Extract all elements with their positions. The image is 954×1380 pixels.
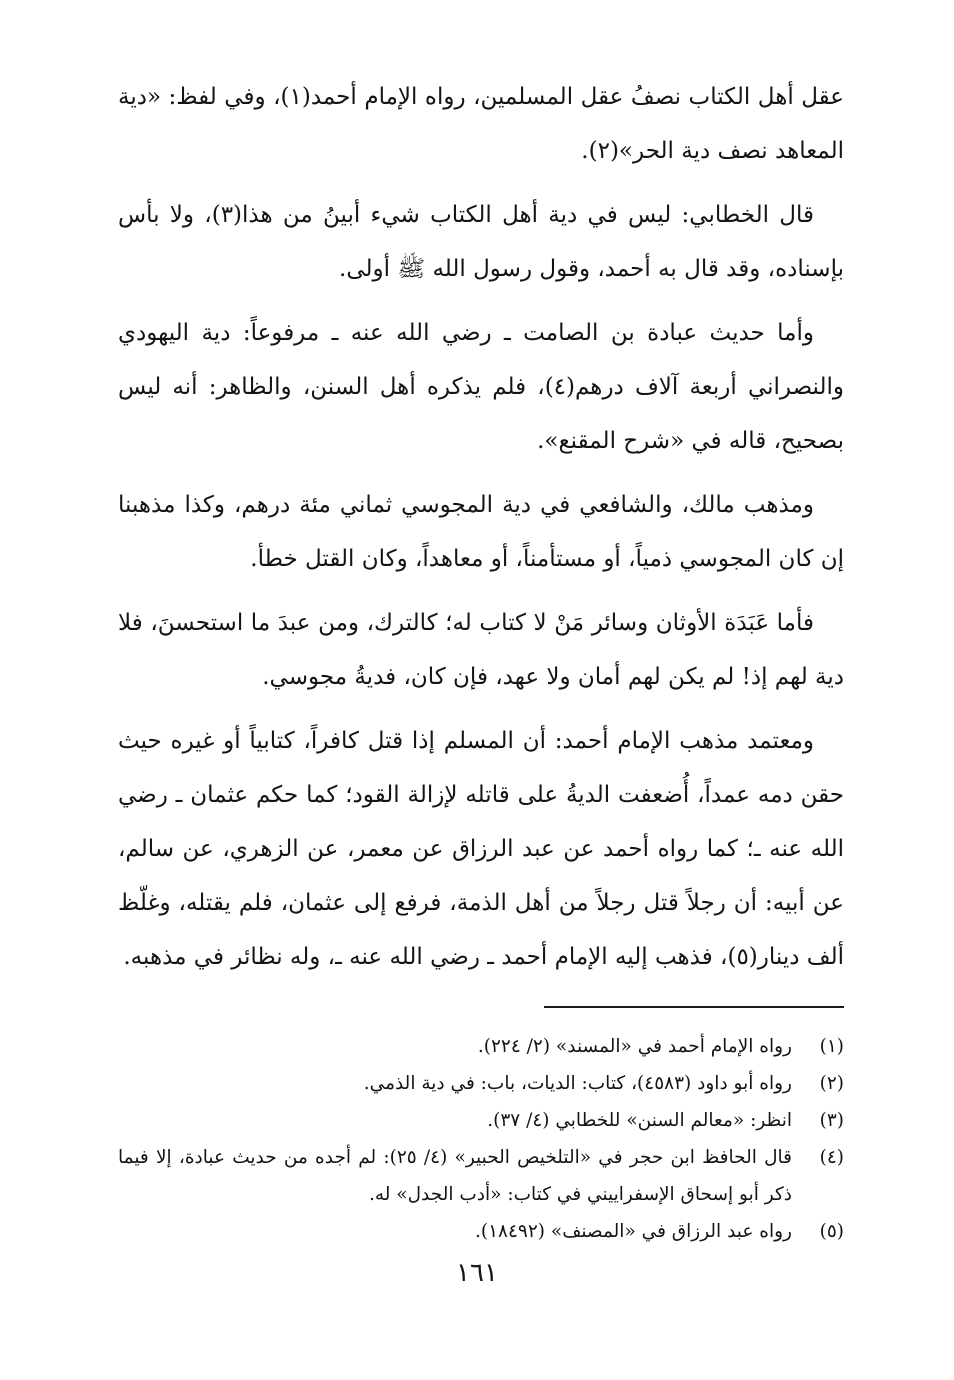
footnote-item [118,1213,844,1250]
footnote-item [118,1102,844,1139]
footnote-number: (٣) [819,1110,844,1131]
footnote-number: (١) [819,1036,844,1057]
footnote-item [118,1065,844,1102]
footnote-text: رواه عبد الرزاق في «المصنف» (١٨٤٩٢). [474,1221,792,1242]
body-paragraph: قال الخطابي: ليس في دية أهل الكتاب شيء أبينُ من هذا(٣)، ولا بأس بإسناده، وقد قال به أحمد، وقول رسول الله ﷺ أولى. [118,202,844,282]
footnote-item [118,1028,844,1065]
footnote-number: (٢) [819,1073,844,1094]
footnote-text: قال الحافظ ابن حجر في «التلخيص الحبير» (٤/ ٢٥): لم أجده من حديث عبادة، إلا فيما ذكر أبو إسحاق الإسفراييني في كتاب: «أدب الجدل» له. [118,1147,793,1205]
body-paragraph: ومعتمد مذهب الإمام أحمد: أن المسلم إذا قتل كافراً، كتابياً أو غيره حيث حقن دمه عمداً، أُضعفت الديةُ على قاتله لإزالة القود؛ كما حكم عثمان ـ رضي الله عنه ـ؛ كما رواه أحمد عن عبد الرزاق عن معمر، عن الزهري، عن سالم، عن أبيه: أن رجلاً قتل رجلاً من أهل الذمة، فرفع إلى عثمان، فلم يقتله، وغلّظ ألف دينار(٥)، فذهب إليه الإمام أحمد ـ رضي الله عنه ـ، وله نظائر في مذهبه. [118,728,844,970]
body-paragraph: ومذهب مالك، والشافعي في دية المجوسي ثماني مئة درهم، وكذا مذهبنا إن كان المجوسي ذمياً، أو مستأمناً، أو معاهداً، وكان القتل خطأ. [118,492,844,572]
footnote-separator [544,1006,844,1008]
footnote-number: (٤) [819,1147,844,1168]
body-paragraph: وأما حديث عبادة بن الصامت ـ رضي الله عنه ـ مرفوعاً: دية اليهودي والنصراني أربعة آلاف درهم(٤)، فلم يذكره أهل السنن، والظاهر: أنه ليس بصحيح، قاله في «شرح المقنع». [118,320,844,454]
body-paragraph: عقل أهل الكتاب نصفُ عقل المسلمين، رواه الإمام أحمد(١)، وفي لفظ: «دية المعاهد نصف دية الحر»(٢). [118,84,845,164]
footnote-text: رواه أبو داود (٤٥٨٣)، كتاب: الديات، باب: في دية الذمي. [363,1073,792,1094]
footnote-number: (٥) [819,1221,844,1242]
footnote-item [118,1139,844,1213]
page-content [118,70,844,1250]
footnote-text: انظر: «معالم السنن» للخطابي (٤/ ٣٧). [487,1110,792,1131]
footnote-text: رواه الإمام أحمد في «المسند» (٢/ ٢٢٤). [477,1036,792,1057]
page-number: ١٦١ [456,1258,498,1288]
footnotes [118,1028,844,1250]
body-paragraph: فأما عَبَدَة الأوثان وسائر مَنْ لا كتاب له؛ كالترك، ومن عبدَ ما استحسنَ، فلا دية لهم إذ! لم يكن لهم أمان ولا عهد، فإن كان، فديةُ مجوسي. [118,610,844,690]
